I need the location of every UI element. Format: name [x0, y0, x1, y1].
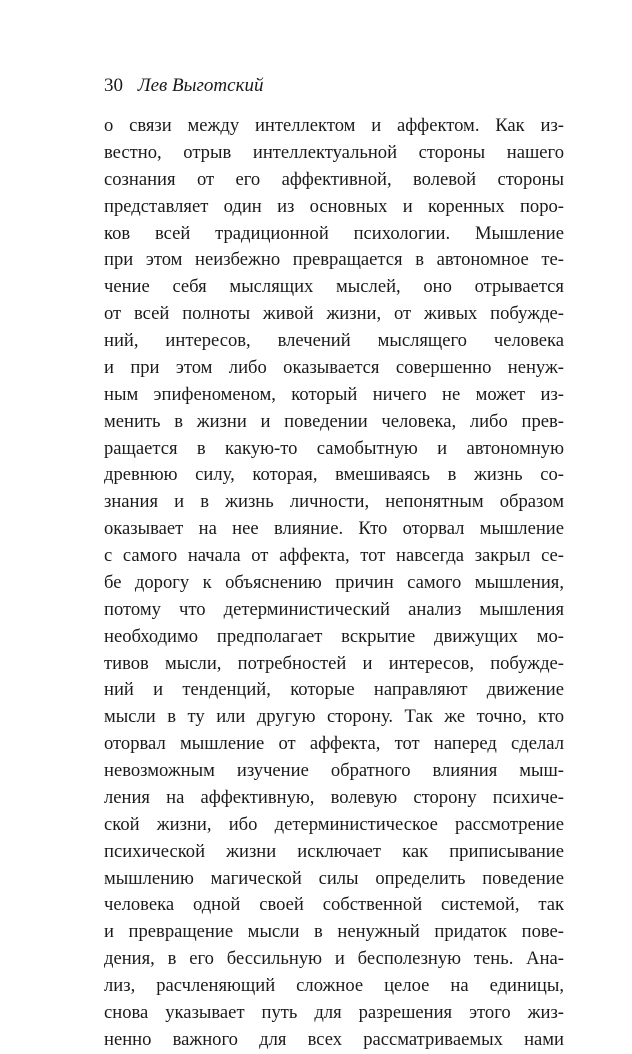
- text-line: чение себя мыслящих мыслей, оно отрывается: [104, 276, 564, 298]
- text-line: ненно важного для всех рассматриваемых нами: [104, 1028, 564, 1050]
- text-line: и при этом либо оказывается совершенно ненуж-: [104, 356, 564, 378]
- text-line: ков всей традиционной психологии. Мышление: [104, 222, 564, 244]
- page-number: 30: [104, 75, 123, 96]
- text-line: от всей полноты живой жизни, от живых побужде-: [104, 303, 564, 325]
- text-line: ской жизни, ибо детерминистическое рассмотрение: [104, 813, 564, 835]
- text-line: лиз, расчленяющий сложное целое на единицы,: [104, 975, 564, 996]
- running-head-author: Лев Выготский: [137, 75, 264, 96]
- text-line: древнюю силу, которая, вмешиваясь в жизнь со-: [104, 464, 564, 486]
- text-line: представляет один из основных и коренных поро-: [104, 195, 564, 217]
- text-line: при этом неизбежно превращается в автономное те-: [104, 249, 564, 271]
- text-line: ний и тенденций, которые направляют движение: [104, 679, 564, 701]
- text-line: бе дорогу к объяснению причин самого мышления,: [104, 571, 564, 593]
- text-line: потому что детерминистический анализ мышления: [104, 598, 564, 620]
- text-line: о связи между интеллектом и аффектом. Как из-: [104, 115, 564, 136]
- text-line: снова указывает путь для разрешения этого жиз-: [104, 1001, 564, 1023]
- body-text: [104, 113, 564, 1054]
- text-line: мышлению магической силы определить поведение: [104, 867, 564, 889]
- text-line: менить в жизни и поведении человека, либо прев-: [104, 410, 564, 432]
- text-line: человека одной своей собственной системой, так: [104, 894, 564, 916]
- text-line: ращается в какую-то самобытную и автономную: [104, 437, 564, 459]
- text-line: сознания от его аффективной, волевой стороны: [104, 168, 564, 190]
- text-line: оторвал мышление от аффекта, тот наперед сделал: [104, 733, 564, 755]
- text-line: необходимо предполагает вскрытие движущих мо-: [104, 625, 564, 647]
- text-line: невозможным изучение обратного влияния мыш-: [104, 760, 564, 781]
- text-line: вестно, отрыв интеллектуальной стороны нашего: [104, 141, 564, 163]
- text-line: тивов мысли, потребностей и интересов, побужде-: [104, 652, 564, 674]
- text-line: дения, в его бессильную и бесполезную тень. Ана-: [104, 948, 564, 970]
- running-head: [104, 74, 263, 98]
- text-line: мысли в ту или другую сторону. Так же точно, кто: [104, 706, 564, 728]
- text-line: ным эпифеноменом, который ничего не может из-: [104, 383, 564, 405]
- text-line: ления на аффективную, волевую сторону психиче-: [104, 786, 564, 808]
- text-line: оказывает на нее влияние. Кто оторвал мышление: [104, 518, 564, 540]
- text-line: с самого начала от аффекта, тот навсегда закрыл се-: [104, 545, 564, 566]
- text-line: психической жизни исключает как приписывание: [104, 840, 564, 862]
- text-line: и превращение мысли в ненужный придаток пове-: [104, 921, 564, 943]
- text-line: знания и в жизнь личности, непонятным образом: [104, 491, 564, 513]
- text-line: ний, интересов, влечений мыслящего человека: [104, 330, 564, 351]
